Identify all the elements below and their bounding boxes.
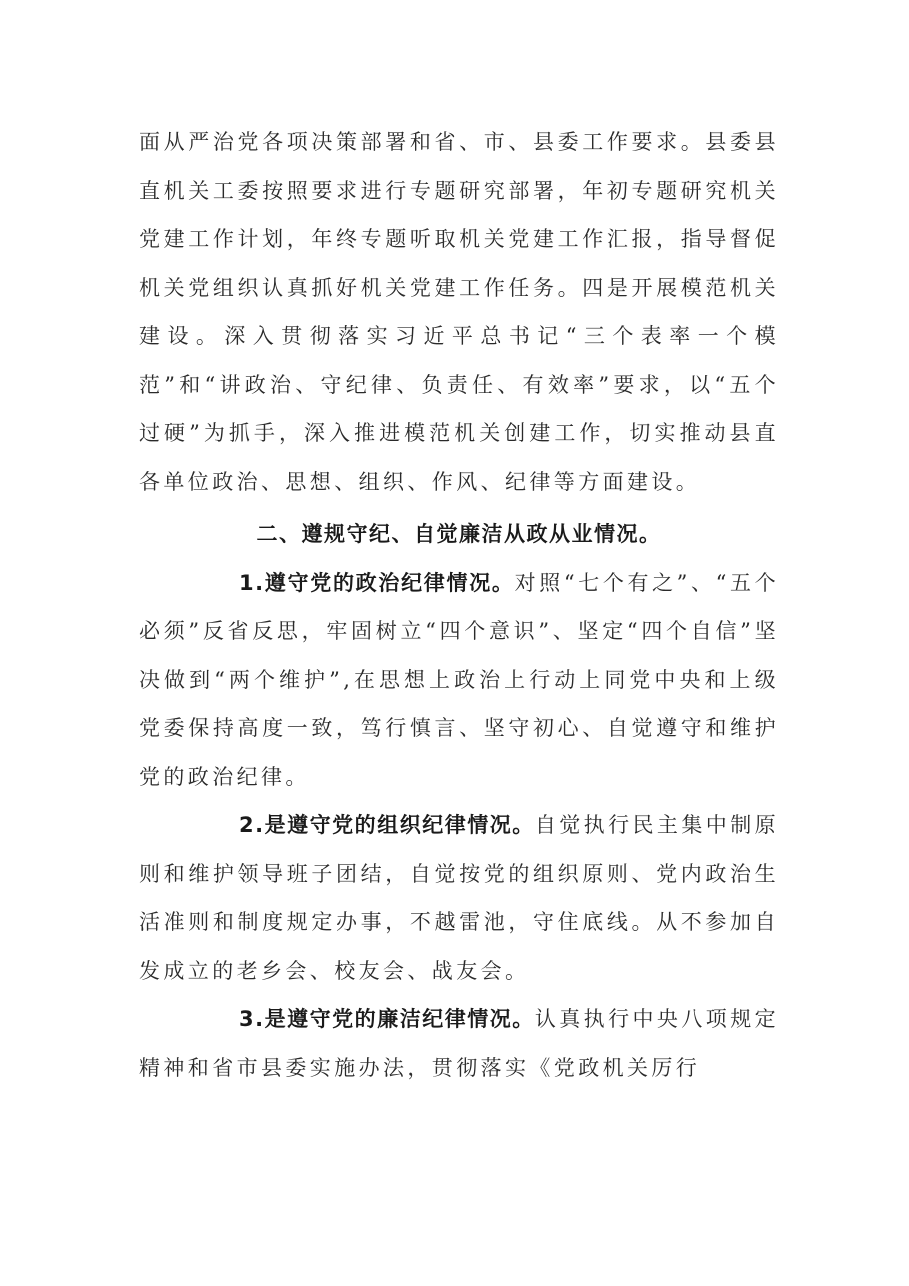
section-heading: 二、遵规守纪、自觉廉洁从政从业情况。 — [256, 522, 662, 546]
item-paragraph-3 — [139, 995, 779, 1092]
item-text-2: 自觉执行民主集中制原则和维护领导班子团结，自觉按党的组织原则、党内政治生活准则和制度规定办事，不越雷池，守住底线。从不参加自发成立的老乡会、校友会、战友会。 — [139, 813, 780, 983]
intro-paragraph: 面从严治党各项决策部署和省、市、县委工作要求。县委县直机关工委按照要求进行专题研究部署，年初专题研究机关党建工作计划，年终专题听取机关党建工作汇报，指导督促机关党组织认真抓好机关党建工作任务。四是开展模范机关建设。深入贯彻落实习近平总书记“三个表率一个模范”和“讲政治、守纪律、负责任、有效率”要求，以“五个过硬”为抓手，深入推进模范机关创建工作，切实推动县直各单位政治、思想、组织、作风、纪律等方面建设。 — [139, 130, 779, 494]
item-lead-1: 1.遵守党的政治纪律情况。 — [239, 570, 515, 595]
item-lead-3: 3.是遵守党的廉洁纪律情况。 — [239, 1007, 535, 1031]
item-text-1: 对照“七个有之”、“五个必须”反省反思，牢固树立“四个意识”、坚定“四个自信”坚决做到“两个维护”,在思想上政治上行动上同党中央和上级党委保持高度一致，笃行慎言、坚守初心、自觉遵守和维护党的政治纪律。 — [139, 570, 779, 789]
item-text-3: 认真执行中央八项规定精神和省市县委实施办法，贯彻落实《党政机关厉行 — [139, 1007, 780, 1080]
item-paragraph-1 — [139, 559, 779, 802]
item-lead-2: 2.是遵守党的组织纪律情况。 — [239, 813, 535, 837]
document-body — [139, 118, 779, 1092]
item-paragraph-2 — [139, 801, 779, 995]
